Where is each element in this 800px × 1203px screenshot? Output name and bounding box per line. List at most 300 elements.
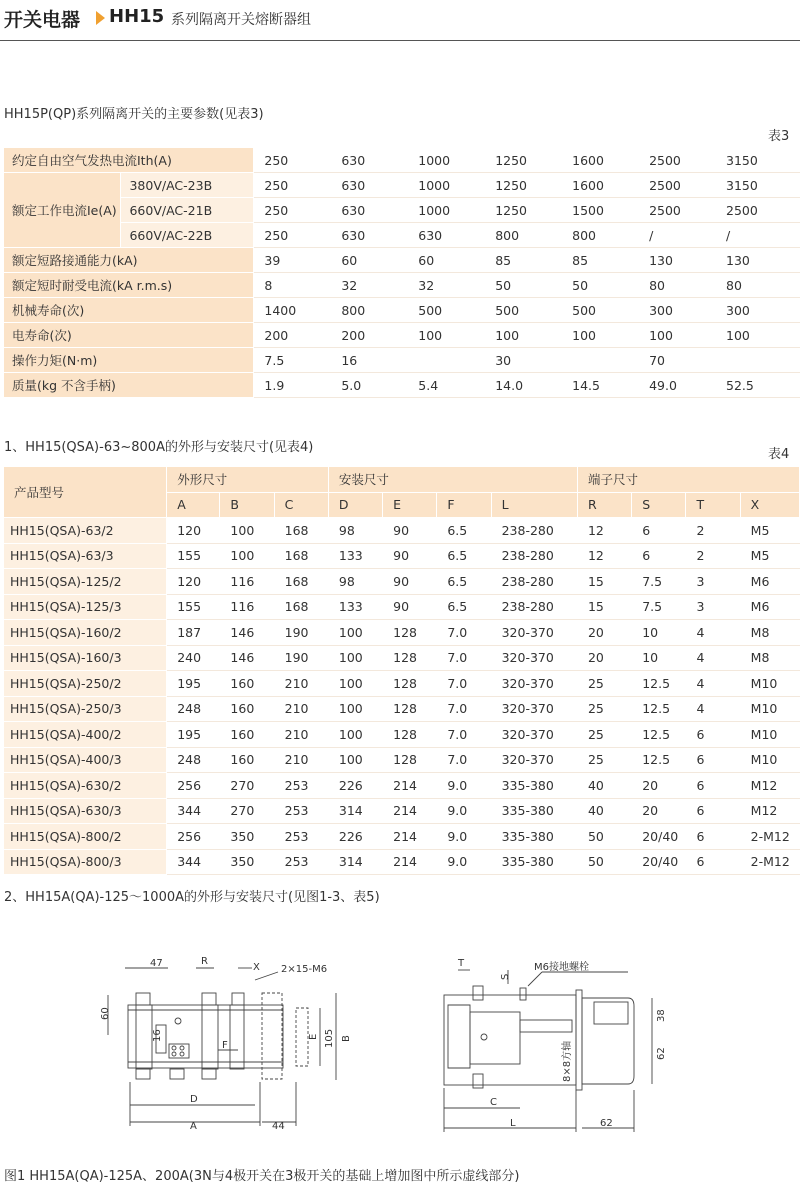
table-cell: 116 — [220, 569, 274, 595]
group-header: 外形尺寸 — [167, 467, 329, 492]
table-cell: M5 — [740, 543, 799, 569]
table4-tag: 表4 — [768, 447, 790, 462]
row-label: HH15(QSA)-400/2 — [4, 722, 167, 748]
table-cell: 100 — [328, 620, 382, 646]
table-row — [4, 671, 800, 697]
table-cell: 160 — [220, 696, 274, 722]
table-cell: 320-370 — [491, 722, 577, 748]
dim-d: D — [190, 1094, 198, 1105]
table-row — [4, 569, 800, 595]
table-cell: 25 — [577, 696, 631, 722]
table-cell: 146 — [220, 620, 274, 646]
table-cell: 128 — [383, 722, 437, 748]
table-cell: 6.5 — [437, 594, 491, 620]
table-cell: 10 — [632, 620, 686, 646]
table-cell: 4 — [686, 620, 740, 646]
table-cell: 210 — [274, 696, 328, 722]
table-cell: 100 — [485, 323, 562, 348]
table-cell: 4 — [686, 696, 740, 722]
table-cell: 100 — [328, 747, 382, 773]
table-cell: 256 — [167, 824, 220, 850]
dim-c: C — [490, 1097, 497, 1108]
table-cell: 190 — [274, 645, 328, 671]
table-cell: 10 — [632, 645, 686, 671]
table-cell: 90 — [383, 543, 437, 569]
table-cell: 800 — [331, 298, 408, 323]
table-cell: 300 — [639, 298, 716, 323]
table-cell: 14.0 — [485, 373, 562, 398]
page-header — [0, 0, 800, 41]
table-row — [4, 824, 800, 850]
table-row — [4, 722, 800, 748]
table3-tag: 表3 — [768, 129, 790, 144]
table-row — [4, 298, 800, 323]
column-header: 产品型号 — [4, 467, 167, 518]
table-cell: 250 — [254, 198, 331, 223]
table-cell: 335-380 — [491, 773, 577, 799]
table-cell: 155 — [167, 543, 220, 569]
table-row — [4, 798, 800, 824]
table-cell: 20/40 — [632, 824, 686, 850]
column-header: A — [167, 492, 220, 518]
table-cell: 630 — [331, 223, 408, 248]
table-cell: 6 — [686, 773, 740, 799]
table-cell: 168 — [274, 594, 328, 620]
dim-16: 16 — [152, 1029, 163, 1042]
table-row — [4, 198, 800, 223]
row-label: HH15(QSA)-800/3 — [4, 849, 167, 875]
arrow-right-icon — [96, 11, 105, 25]
table-cell: 2-M12 — [740, 824, 799, 850]
table-row — [4, 594, 800, 620]
table-cell: 200 — [254, 323, 331, 348]
table-cell: 50 — [577, 849, 631, 875]
dim-105: 105 — [324, 1028, 335, 1048]
table-cell: 320-370 — [491, 696, 577, 722]
dim-62-v: 62 — [656, 1047, 667, 1060]
table-row — [4, 223, 800, 248]
table-cell: 270 — [220, 773, 274, 799]
table-cell: 90 — [383, 569, 437, 595]
table-row — [4, 273, 800, 298]
table-cell: 100 — [328, 722, 382, 748]
table-cell: 335-380 — [491, 849, 577, 875]
table-cell: 90 — [383, 594, 437, 620]
table-cell: 9.0 — [437, 798, 491, 824]
dim-m6: M6接地螺栓 — [534, 962, 589, 973]
table-cell: 1400 — [254, 298, 331, 323]
row-label: 操作力矩(N·m) — [4, 348, 254, 373]
row-label: HH15(QSA)-250/3 — [4, 696, 167, 722]
table-cell: 238-280 — [491, 569, 577, 595]
section3-heading: HH15P(QP)系列隔离开关的主要参数(见表3) — [4, 107, 264, 122]
table-cell: 248 — [167, 696, 220, 722]
table-row — [4, 248, 800, 273]
table-cell: M6 — [740, 594, 799, 620]
column-header: L — [491, 492, 577, 518]
table-cell: 146 — [220, 645, 274, 671]
dim-b: B — [341, 1035, 352, 1042]
table-cell: 1250 — [485, 148, 562, 173]
column-header: B — [220, 492, 274, 518]
table-cell: 7.5 — [632, 594, 686, 620]
table-row — [4, 773, 800, 799]
row-label: 额定短路接通能力(kA) — [4, 248, 254, 273]
table-cell: 320-370 — [491, 671, 577, 697]
table-cell: 6 — [686, 798, 740, 824]
table-cell: 6 — [632, 543, 686, 569]
table-cell: 40 — [577, 798, 631, 824]
table-cell: 300 — [716, 298, 800, 323]
dim-38: 38 — [656, 1009, 667, 1022]
table-cell: 2500 — [639, 173, 716, 198]
table-cell: 344 — [167, 798, 220, 824]
table-cell: 32 — [408, 273, 485, 298]
row-label: HH15(QSA)-630/2 — [4, 773, 167, 799]
row-label: 约定自由空气发热电流Ith(A) — [4, 148, 254, 173]
table-cell: 1250 — [485, 173, 562, 198]
table-cell: 85 — [562, 248, 639, 273]
table-cell: 1500 — [562, 198, 639, 223]
table-cell: 6 — [686, 747, 740, 773]
dim-f: F — [222, 1040, 228, 1051]
table-cell: 226 — [328, 824, 382, 850]
row-label: 额定短时耐受电流(kA r.m.s) — [4, 273, 254, 298]
table-cell: 190 — [274, 620, 328, 646]
table-cell: 7.0 — [437, 747, 491, 773]
row-sublabel: 380V/AC-23B — [121, 173, 254, 198]
column-header: S — [632, 492, 686, 518]
table-cell: 15 — [577, 594, 631, 620]
table-row — [4, 849, 800, 875]
table-cell: 155 — [167, 594, 220, 620]
table-cell: 630 — [331, 173, 408, 198]
table-cell: 6.5 — [437, 543, 491, 569]
table-cell: 6 — [632, 518, 686, 544]
table-cell: 253 — [274, 824, 328, 850]
table-cell: 3150 — [716, 148, 800, 173]
table-cell: 320-370 — [491, 747, 577, 773]
table-cell: 240 — [167, 645, 220, 671]
table-cell: 350 — [220, 849, 274, 875]
table-cell: 1600 — [562, 173, 639, 198]
table-cell: 4 — [686, 671, 740, 697]
table-cell: 80 — [716, 273, 800, 298]
row-label: 电寿命(次) — [4, 323, 254, 348]
table-cell: 100 — [639, 323, 716, 348]
table-cell: 800 — [562, 223, 639, 248]
table-cell: 160 — [220, 747, 274, 773]
table-cell: 314 — [328, 849, 382, 875]
table-cell: 130 — [639, 248, 716, 273]
table-cell: 9.0 — [437, 824, 491, 850]
table-cell: 238-280 — [491, 518, 577, 544]
dim-a: A — [190, 1121, 197, 1132]
table-row — [4, 148, 800, 173]
column-header: X — [740, 492, 799, 518]
group-header: 端子尺寸 — [577, 467, 799, 492]
table-cell: 195 — [167, 671, 220, 697]
table-cell: 25 — [577, 671, 631, 697]
table-cell: 9.0 — [437, 849, 491, 875]
table-cell: 15 — [577, 569, 631, 595]
table-cell: 12 — [577, 518, 631, 544]
table-cell: 250 — [254, 148, 331, 173]
table-cell: 130 — [716, 248, 800, 273]
table-cell: 7.0 — [437, 645, 491, 671]
table-cell: / — [639, 223, 716, 248]
table-cell: 90 — [383, 518, 437, 544]
table-cell: 5.0 — [331, 373, 408, 398]
column-header: E — [383, 492, 437, 518]
table-cell: 210 — [274, 747, 328, 773]
row-label: HH15(QSA)-630/3 — [4, 798, 167, 824]
table-cell: 350 — [220, 824, 274, 850]
table-cell: / — [716, 223, 800, 248]
table-cell: 85 — [485, 248, 562, 273]
table-cell: 100 — [328, 645, 382, 671]
table-cell: 100 — [220, 518, 274, 544]
table-cell: 100 — [328, 696, 382, 722]
table-cell: 50 — [562, 273, 639, 298]
table-cell: 226 — [328, 773, 382, 799]
table-row — [4, 645, 800, 671]
table-cell: 128 — [383, 620, 437, 646]
table-cell: 133 — [328, 543, 382, 569]
column-header: C — [274, 492, 328, 518]
table-cell: 12.5 — [632, 722, 686, 748]
table-cell: 253 — [274, 849, 328, 875]
table-cell: 187 — [167, 620, 220, 646]
table-cell: 3 — [686, 594, 740, 620]
table-cell: 128 — [383, 671, 437, 697]
dim-44: 44 — [272, 1121, 285, 1132]
table-cell: 253 — [274, 773, 328, 799]
table-cell: 100 — [220, 543, 274, 569]
table-cell: 120 — [167, 569, 220, 595]
table-cell: 8 — [254, 273, 331, 298]
table-cell: 3150 — [716, 173, 800, 198]
row-label: 质量(kg 不含手柄) — [4, 373, 254, 398]
table-cell: 500 — [562, 298, 639, 323]
row-label: HH15(QSA)-250/2 — [4, 671, 167, 697]
table-cell: 98 — [328, 518, 382, 544]
section4-heading: 1、HH15(QSA)-63~800A的外形与安装尺寸(见表4) — [4, 440, 314, 455]
table-cell: 12.5 — [632, 671, 686, 697]
table-cell: 2500 — [639, 198, 716, 223]
column-header: R — [577, 492, 631, 518]
technical-drawing — [0, 950, 800, 1160]
table-cell: 7.5 — [632, 569, 686, 595]
dim-shaft: 8×8方轴 — [562, 1040, 573, 1082]
table-cell: 70 — [639, 348, 800, 373]
table-cell: M8 — [740, 620, 799, 646]
group-header: 安装尺寸 — [328, 467, 577, 492]
table-row — [4, 747, 800, 773]
table-row — [4, 543, 800, 569]
table-cell: 2 — [686, 543, 740, 569]
params-table — [4, 148, 800, 398]
table-cell: 20 — [632, 773, 686, 799]
table-cell: 16 — [331, 348, 485, 373]
table-cell: 1000 — [408, 173, 485, 198]
table-cell: 210 — [274, 671, 328, 697]
table-cell: 128 — [383, 645, 437, 671]
dim-47: 47 — [150, 958, 163, 969]
table-cell: 214 — [383, 824, 437, 850]
table-cell: 6.5 — [437, 569, 491, 595]
table-cell: 1600 — [562, 148, 639, 173]
table-cell: 7.0 — [437, 722, 491, 748]
table-cell: M6 — [740, 569, 799, 595]
table-cell: 168 — [274, 518, 328, 544]
table-cell: 630 — [408, 223, 485, 248]
table-row — [4, 696, 800, 722]
column-header: D — [328, 492, 382, 518]
figure-caption: 图1 HH15A(QA)-125A、200A(3N与4极开关在3极开关的基础上增加图中所示虚线部分) — [4, 1169, 520, 1184]
table-row — [4, 348, 800, 373]
table-cell: 238-280 — [491, 594, 577, 620]
table-cell: 1000 — [408, 148, 485, 173]
table-cell: 12.5 — [632, 696, 686, 722]
header-model: HH15 — [109, 6, 165, 27]
column-header: F — [437, 492, 491, 518]
table-cell: 630 — [331, 148, 408, 173]
row-label: HH15(QSA)-400/3 — [4, 747, 167, 773]
table-cell: 270 — [220, 798, 274, 824]
dim-s: S — [500, 973, 511, 980]
table-cell: 49.0 — [639, 373, 716, 398]
row-sublabel: 660V/AC-22B — [121, 223, 254, 248]
table-cell: 2500 — [639, 148, 716, 173]
table-cell: 248 — [167, 747, 220, 773]
header-brand: 开关电器 — [4, 9, 81, 31]
table-cell: 195 — [167, 722, 220, 748]
column-header: T — [686, 492, 740, 518]
table-cell: 9.0 — [437, 773, 491, 799]
dimensions-table — [4, 467, 800, 875]
table-cell: 100 — [562, 323, 639, 348]
table-cell: 500 — [485, 298, 562, 323]
table-cell: 52.5 — [716, 373, 800, 398]
table-cell: 335-380 — [491, 824, 577, 850]
dim-l: L — [510, 1118, 516, 1129]
row-label: HH15(QSA)-800/2 — [4, 824, 167, 850]
table-cell: 50 — [485, 273, 562, 298]
table-cell: 60 — [331, 248, 408, 273]
table-cell: 500 — [408, 298, 485, 323]
section5-heading: 2、HH15A(QA)-125～1000A的外形与安装尺寸(见图1-3、表5) — [4, 890, 380, 905]
row-sublabel: 660V/AC-21B — [121, 198, 254, 223]
dim-t: T — [458, 958, 465, 969]
table-cell: 160 — [220, 671, 274, 697]
table-cell: 256 — [167, 773, 220, 799]
table-cell: 630 — [331, 198, 408, 223]
row-label: HH15(QSA)-125/2 — [4, 569, 167, 595]
table-cell: M12 — [740, 773, 799, 799]
table-cell: M10 — [740, 671, 799, 697]
table-cell: M10 — [740, 747, 799, 773]
dim-r: R — [201, 956, 208, 967]
table-cell: 50 — [577, 824, 631, 850]
table-cell: 100 — [328, 671, 382, 697]
table-cell: 14.5 — [562, 373, 639, 398]
table-cell: 253 — [274, 798, 328, 824]
table-cell: 39 — [254, 248, 331, 273]
table-cell: 133 — [328, 594, 382, 620]
table-cell: 25 — [577, 722, 631, 748]
table-cell: 20 — [577, 645, 631, 671]
row-label: HH15(QSA)-63/2 — [4, 518, 167, 544]
table-cell: 2 — [686, 518, 740, 544]
row-label: HH15(QSA)-63/3 — [4, 543, 167, 569]
table-cell: 5.4 — [408, 373, 485, 398]
row-label: HH15(QSA)-160/3 — [4, 645, 167, 671]
table-cell: 116 — [220, 594, 274, 620]
table-cell: 1000 — [408, 198, 485, 223]
table-cell: 4 — [686, 645, 740, 671]
table-row — [4, 173, 800, 198]
table-cell: 168 — [274, 569, 328, 595]
table-cell: 98 — [328, 569, 382, 595]
table-cell: 200 — [331, 323, 408, 348]
dim-60: 60 — [100, 1007, 111, 1020]
table-cell: M5 — [740, 518, 799, 544]
table-cell: M12 — [740, 798, 799, 824]
table-row — [4, 373, 800, 398]
table-row — [4, 323, 800, 348]
table-cell: 7.0 — [437, 671, 491, 697]
table-cell: 2-M12 — [740, 849, 799, 875]
table-cell: 320-370 — [491, 645, 577, 671]
table-cell: 30 — [485, 348, 639, 373]
table-cell: 3 — [686, 569, 740, 595]
table-cell: 344 — [167, 849, 220, 875]
table-cell: 250 — [254, 173, 331, 198]
table-cell: 20 — [577, 620, 631, 646]
table-cell: 32 — [331, 273, 408, 298]
table-cell: 6.5 — [437, 518, 491, 544]
dim-62-h: 62 — [600, 1118, 613, 1129]
table-cell: 128 — [383, 747, 437, 773]
table-cell: 1250 — [485, 198, 562, 223]
table-cell: 214 — [383, 773, 437, 799]
table-cell: 320-370 — [491, 620, 577, 646]
table-cell: 100 — [716, 323, 800, 348]
table-cell: 238-280 — [491, 543, 577, 569]
table-row — [4, 518, 800, 544]
table-cell: M10 — [740, 722, 799, 748]
table-cell: 60 — [408, 248, 485, 273]
row-label: 机械寿命(次) — [4, 298, 254, 323]
table-cell: 7.0 — [437, 620, 491, 646]
row-label: HH15(QSA)-125/3 — [4, 594, 167, 620]
table-cell: 214 — [383, 849, 437, 875]
table-cell: 314 — [328, 798, 382, 824]
table-cell: 6 — [686, 849, 740, 875]
table-cell: 20/40 — [632, 849, 686, 875]
table-cell: 20 — [632, 798, 686, 824]
table-cell: 25 — [577, 747, 631, 773]
header-desc: 系列隔离开关熔断器组 — [171, 12, 311, 28]
table-cell: 160 — [220, 722, 274, 748]
dim-e: E — [308, 1033, 319, 1040]
table-cell: 40 — [577, 773, 631, 799]
table-cell: 120 — [167, 518, 220, 544]
table-cell: M8 — [740, 645, 799, 671]
table-cell: 6 — [686, 722, 740, 748]
table-cell: 100 — [408, 323, 485, 348]
